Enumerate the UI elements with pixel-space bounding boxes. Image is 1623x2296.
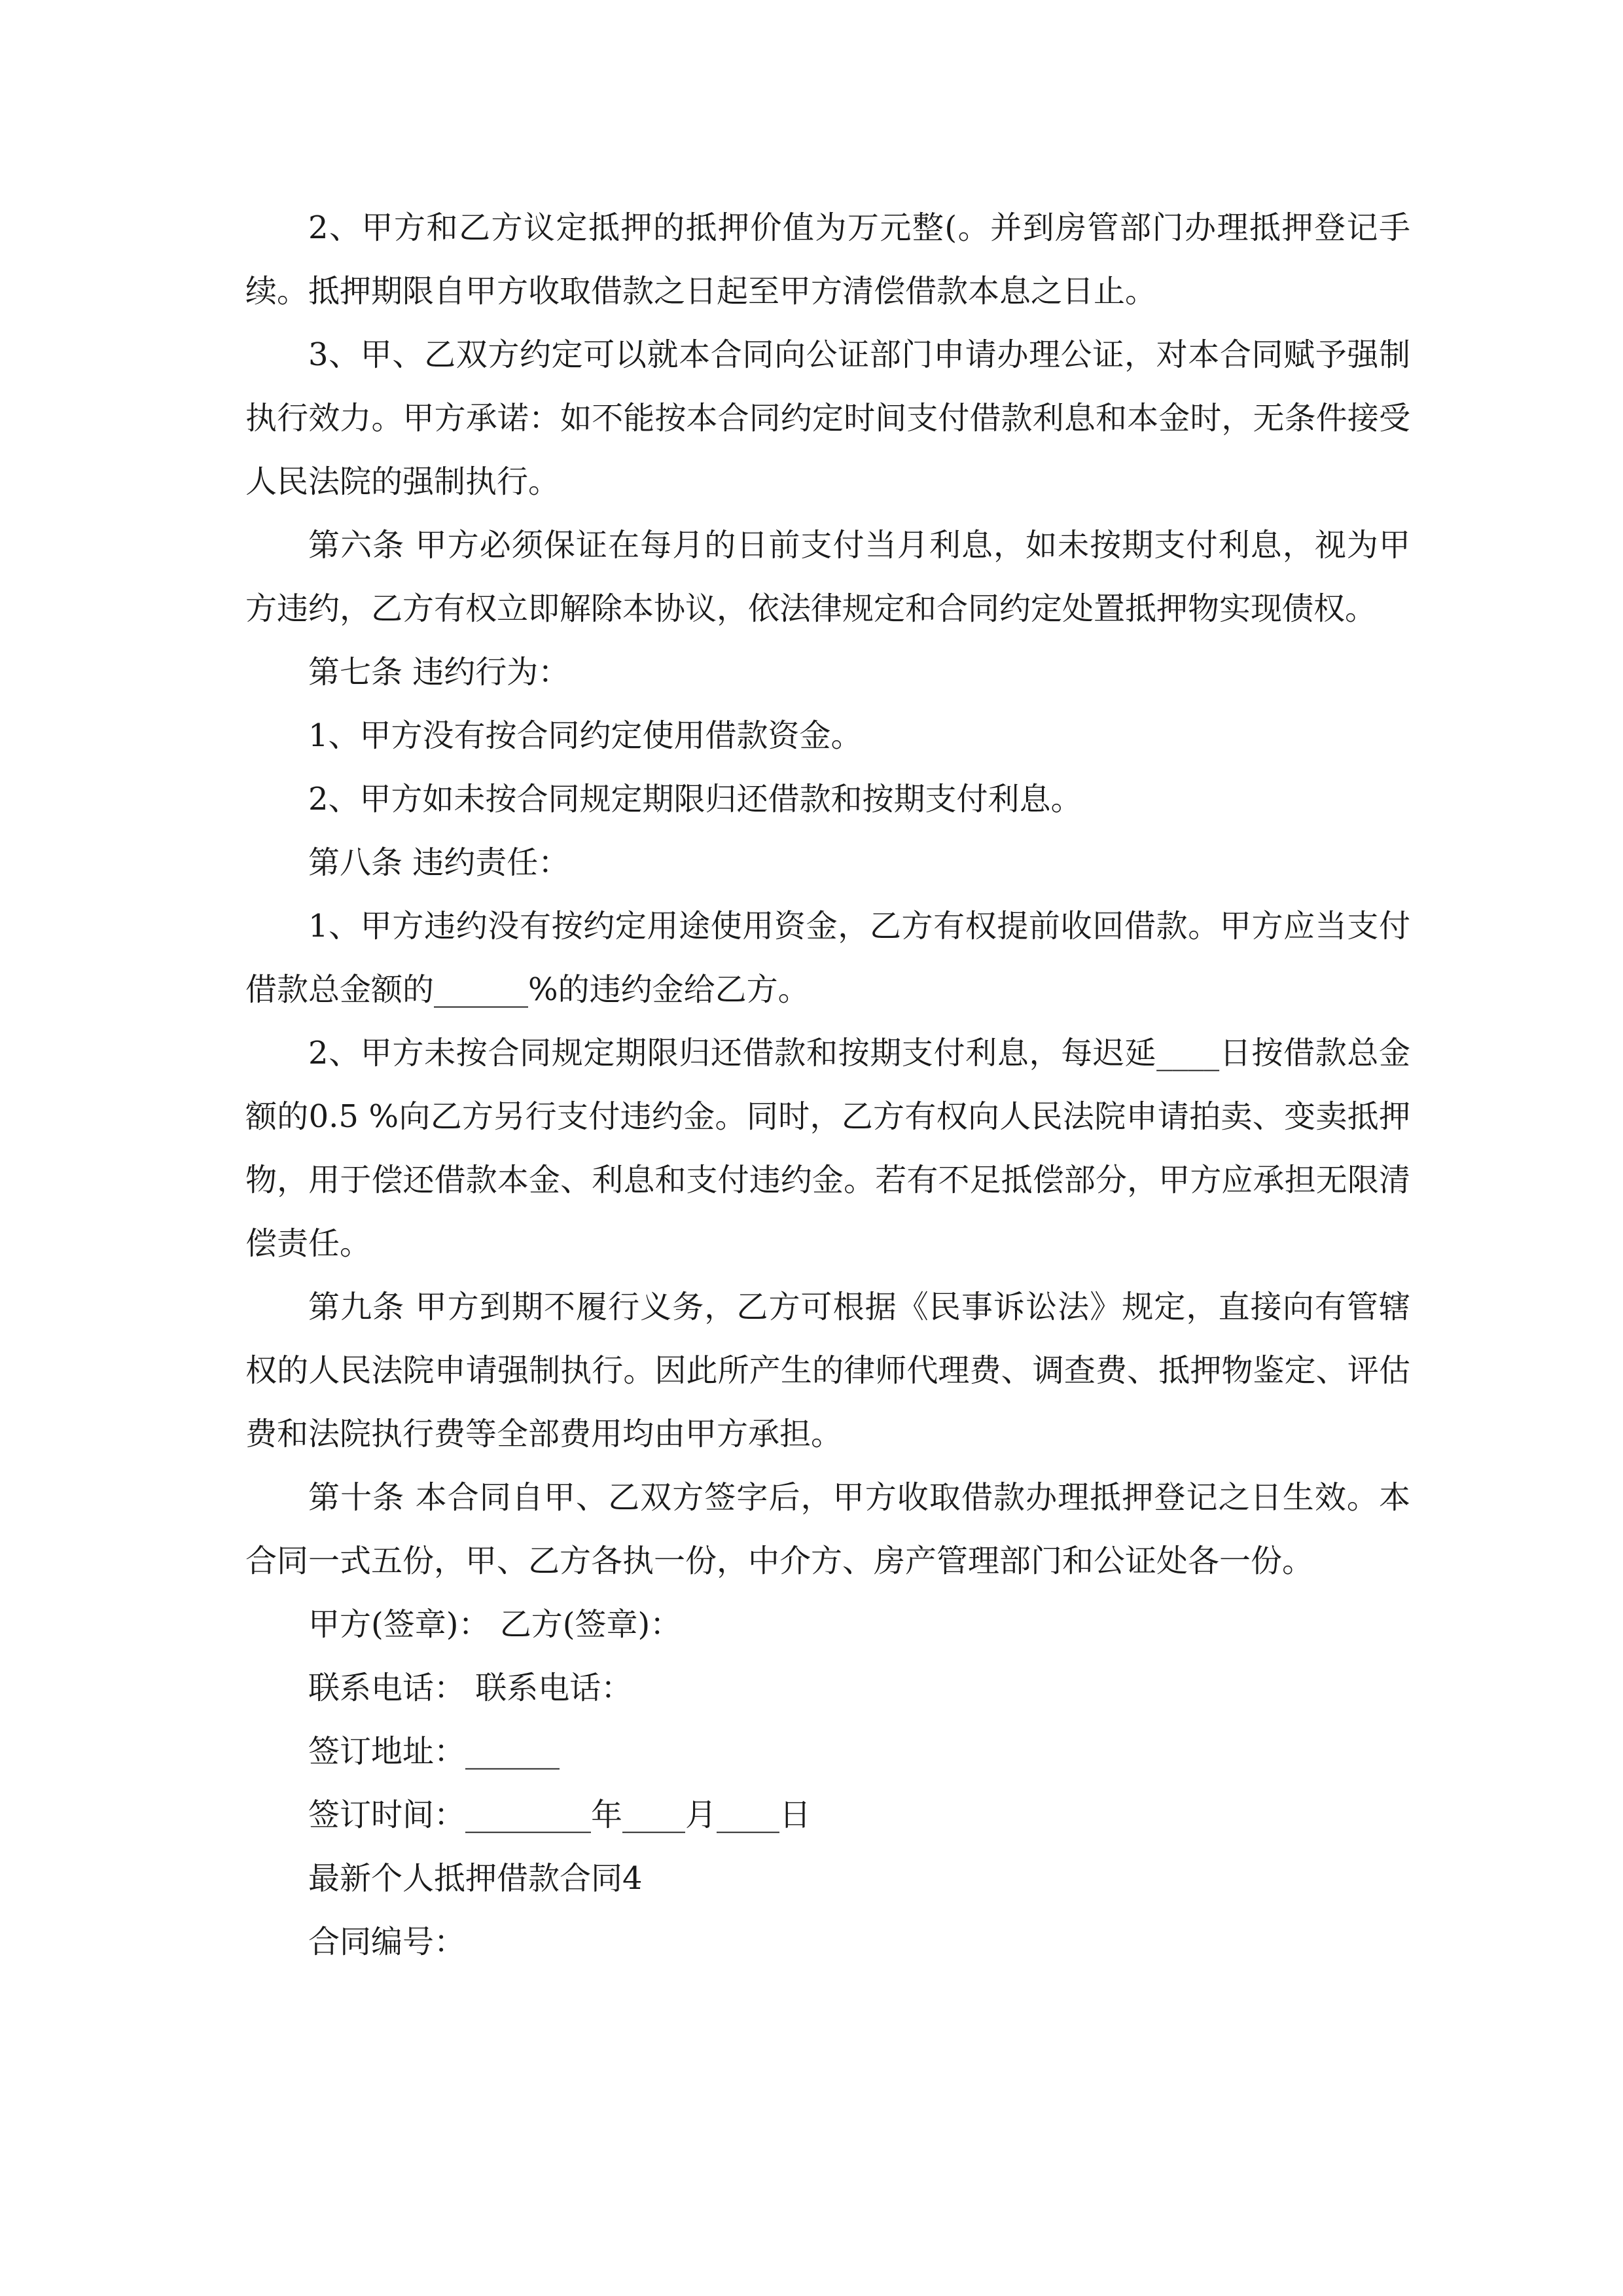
clause-mortgage-value: 2、甲方和乙方议定抵押的抵押价值为万元整(。并到房管部门办理抵押登记手续。抵押期限自甲方收取借款之日起至甲方清偿借款本息之日止。 <box>245 209 1410 310</box>
clause-notarization: 3、甲、乙双方约定可以就本合同向公证部门申请办理公证，对本合同赋予强制执行效力。甲方承诺：如不能按本合同约定时间支付借款利息和本金时，无条件接受人民法院的强制执行。 <box>245 336 1410 500</box>
article-6: 第六条 甲方必须保证在每月的日前支付当月利息，如未按期支付利息，视为甲方违约，乙方有权立即解除本协议，依法律规定和合同约定处置抵押物实现债权。 <box>245 527 1410 627</box>
article-8-heading: 第八条 违约责任： <box>308 844 570 881</box>
article-8-item-1: 1、甲方违约没有按约定用途使用资金，乙方有权提前收回借款。甲方应当支付借款总金额的______%的违约金给乙方。 <box>245 908 1410 1008</box>
article-10: 第十条 本合同自甲、乙双方签字后，甲方收取借款办理抵押登记之日生效。本合同一式五份，甲、乙方各执一份，中介方、房产管理部门和公证处各一份。 <box>245 1479 1410 1579</box>
article-9: 第九条 甲方到期不履行义务，乙方可根据《民事诉讼法》规定，直接向有管辖权的人民法院申请强制执行。因此所产生的律师代理费、调查费、抵押物鉴定、评估费和法院执行费等全部费用均由甲方承担。 <box>245 1289 1410 1452</box>
contract-number-label: 合同编号： <box>308 1924 466 1960</box>
article-7-heading: 第七条 违约行为： <box>308 654 570 691</box>
next-contract-title: 最新个人抵押借款合同4 <box>308 1860 643 1897</box>
article-7-item-2: 2、甲方如未按合同规定期限归还借款和按期支付利息。 <box>308 781 1082 817</box>
signing-date: 签订时间：________年____月____日 <box>308 1797 812 1833</box>
signing-address: 签订地址：______ <box>308 1733 560 1770</box>
document-body <box>245 196 1410 1974</box>
article-7-item-1: 1、甲方没有按合同约定使用借款资金。 <box>308 717 863 754</box>
article-8-item-2: 2、甲方未按合同规定期限归还借款和按期支付利息，每迟延____日按借款总金额的0.5 %向乙方另行支付违约金。同时，乙方有权向人民法院申请拍卖、变卖抵押物，用于偿还借款本金、利息和支付违约金。若有不足抵偿部分，甲方应承担无限清偿责任。 <box>245 1035 1410 1262</box>
signature-parties: 甲方(签章)： 乙方(签章)： <box>308 1606 682 1643</box>
contact-phones: 联系电话： 联系电话： <box>308 1670 633 1706</box>
